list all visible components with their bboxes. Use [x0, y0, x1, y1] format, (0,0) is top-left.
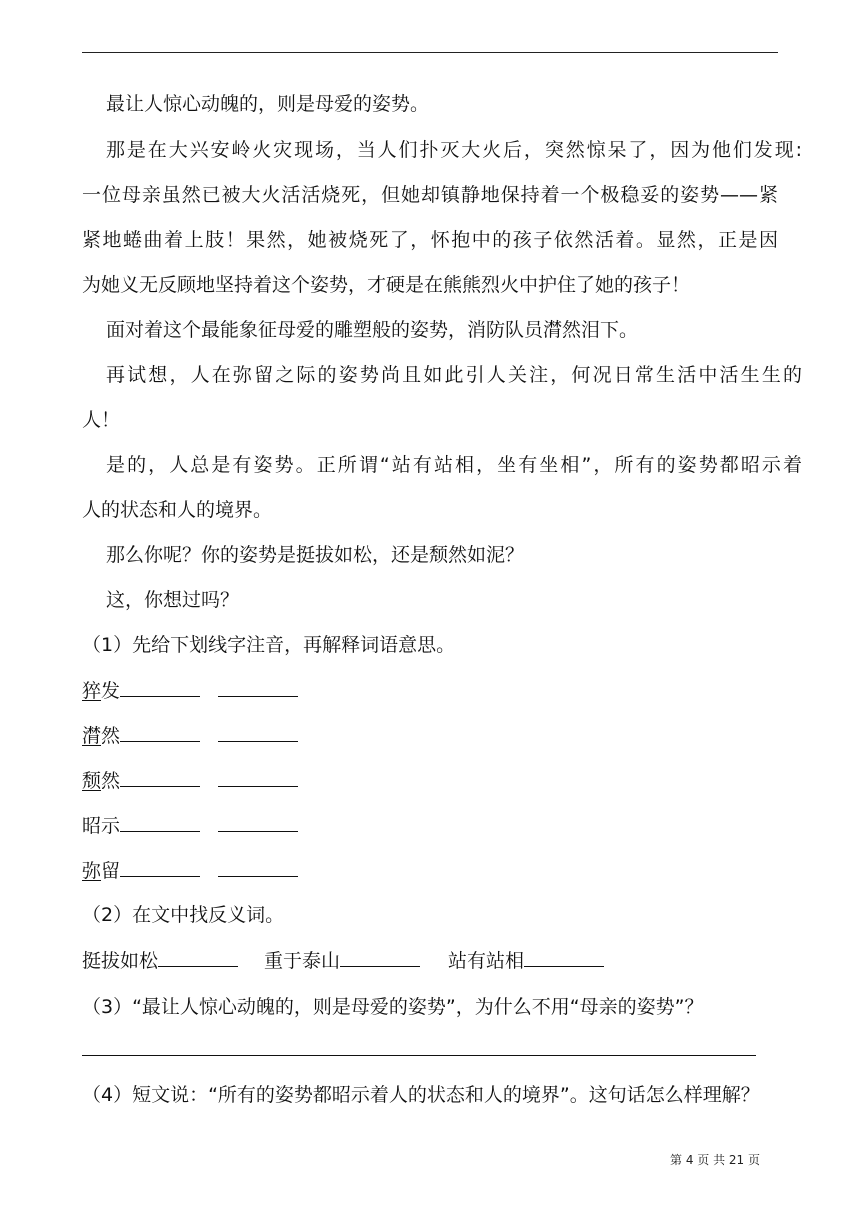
question-2-items: [82, 948, 778, 973]
page-number: 第 4 页 共 21 页: [670, 1153, 760, 1167]
meaning-blank[interactable]: [218, 813, 298, 832]
pinyin-blank[interactable]: [120, 858, 200, 877]
word-rest: 留: [101, 860, 121, 882]
pinyin-blank[interactable]: [120, 678, 200, 697]
question-1-item-2: [82, 723, 778, 748]
pinyin-blank[interactable]: [120, 723, 200, 742]
header-rule: [82, 52, 778, 53]
meaning-blank[interactable]: [218, 768, 298, 787]
word-rest: 昭示: [82, 815, 121, 837]
antonym-word-3: 站有站相: [448, 950, 525, 972]
antonym-word-2: 重于泰山: [264, 950, 341, 972]
question-3-prompt: （3）“最让人惊心动魄的，则是母爱的姿势”，为什么不用“母亲的姿势”？: [82, 996, 704, 1018]
word-rest: 然: [101, 725, 121, 747]
passage-paragraph-2-line-2: 一位母亲虽然已被大火活活烧死，但她却镇静地保持着一个极稳妥的姿势——紧: [82, 184, 778, 206]
passage-paragraph-5-line-1: 是的，人总是有姿势。正所谓“站有站相，坐有坐相”，所有的姿势都昭示着: [106, 454, 802, 476]
passage-paragraph-6: 那么你呢？你的姿势是挺拔如松，还是颓然如泥？: [106, 544, 525, 566]
meaning-blank[interactable]: [218, 678, 298, 697]
underlined-char: 猝: [82, 680, 102, 702]
antonym-blank-1[interactable]: [158, 948, 238, 967]
question-1-prompt: （1）先给下划线字注音，再解释词语意思。: [82, 634, 456, 656]
antonym-blank-2[interactable]: [340, 948, 420, 967]
passage-paragraph-2-line-4: 为她义无反顾地坚持着这个姿势，才硬是在熊熊烈火中护住了她的孩子！: [82, 274, 691, 296]
underlined-char: 颓: [82, 770, 102, 792]
question-1-item-3: [82, 768, 778, 793]
antonym-blank-3[interactable]: [524, 948, 604, 967]
word-rest: 发: [101, 680, 121, 702]
underlined-char: 弥: [82, 860, 102, 882]
passage-paragraph-4-line-1: 再试想，人在弥留之际的姿势尚且如此引人关注，何况日常生活中活生生的: [106, 364, 802, 386]
underlined-char: 潸: [82, 725, 102, 747]
antonym-word-1: 挺拔如松: [82, 950, 159, 972]
passage-paragraph-3: 面对着这个最能象征母爱的雕塑般的姿势，消防队员潸然泪下。: [106, 319, 639, 341]
question-3-answer-line[interactable]: [82, 1055, 756, 1056]
question-2-prompt: （2）在文中找反义词。: [82, 904, 285, 926]
passage-paragraph-4-line-2: 人！: [82, 409, 121, 431]
passage-paragraph-2-line-3: 紧地蜷曲着上肢！果然，她被烧死了，怀抱中的孩子依然活着。显然，正是因: [82, 229, 778, 251]
word-rest: 然: [101, 770, 121, 792]
question-4-prompt: （4）短文说：“所有的姿势都昭示着人的状态和人的境界”。这句话怎么样理解？: [82, 1084, 760, 1106]
meaning-blank[interactable]: [218, 858, 298, 877]
pinyin-blank[interactable]: [120, 813, 200, 832]
question-1-item-5: [82, 858, 778, 883]
question-1-item-1: [82, 678, 778, 703]
meaning-blank[interactable]: [218, 723, 298, 742]
pinyin-blank[interactable]: [120, 768, 200, 787]
passage-paragraph-2-line-1: 那是在大兴安岭火灾现场，当人们扑灭大火后，突然惊呆了，因为他们发现:: [106, 139, 802, 161]
question-1-item-4: [82, 813, 778, 838]
passage-paragraph-5-line-2: 人的状态和人的境界。: [82, 499, 273, 521]
passage-paragraph-1: 最让人惊心动魄的，则是母爱的姿势。: [106, 93, 430, 115]
passage-paragraph-7: 这，你想过吗？: [106, 589, 240, 611]
